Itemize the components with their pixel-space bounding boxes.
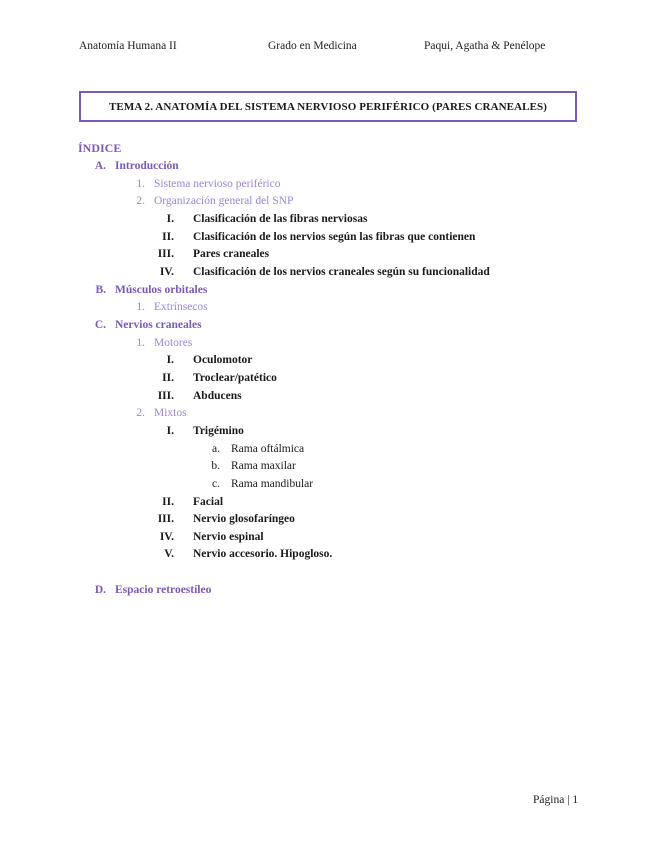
toc-label: Clasificación de los nervios craneales según su funcionalidad: [193, 266, 490, 278]
toc-number: IV.: [159, 531, 174, 543]
document-title: TEMA 2. ANATOMÍA DEL SISTEMA NERVIOSO PERIFÉRICO (PARES CRANEALES): [79, 91, 577, 122]
toc-label: Nervio glosofaríngeo: [193, 513, 295, 525]
toc-label: Clasificación de las fibras nerviosas: [193, 213, 368, 225]
toc-number: II.: [162, 496, 174, 508]
toc-label: Espacio retroestíleo: [115, 584, 212, 596]
toc-label: Facial: [193, 496, 224, 508]
toc-label: Trigémino: [193, 425, 244, 437]
toc-number: III.: [157, 513, 174, 525]
toc-label: Rama maxilar: [231, 460, 296, 472]
toc-number: II.: [162, 231, 174, 243]
page-number: Página | 1: [533, 794, 579, 806]
toc-label: Músculos orbitales: [115, 284, 208, 296]
toc-number: II.: [162, 372, 174, 384]
toc-number: I.: [166, 354, 174, 366]
toc-number: III.: [157, 248, 174, 260]
toc-number: A.: [94, 160, 106, 172]
toc-number: 2.: [136, 407, 145, 419]
toc-number: 2.: [136, 195, 145, 207]
toc-number: IV.: [159, 266, 174, 278]
toc-number: a.: [212, 443, 220, 455]
toc-label: Nervios craneales: [115, 319, 202, 331]
toc-number: b.: [211, 460, 220, 472]
toc-label: Pares craneales: [193, 248, 270, 260]
toc-label: Abducens: [193, 390, 242, 402]
toc-number: c.: [212, 478, 220, 490]
toc-number: I.: [166, 425, 174, 437]
toc-label: Nervio espinal: [193, 531, 264, 543]
toc-label: Clasificación de los nervios según las fibras que contienen: [193, 231, 476, 243]
toc-number: D.: [94, 584, 106, 596]
toc-label: Oculomotor: [193, 354, 253, 366]
toc-number: 1.: [136, 178, 145, 190]
toc-label: Nervio accesorio. Hipogloso.: [193, 548, 333, 560]
toc-label: Motores: [154, 337, 193, 349]
toc-number: 1.: [136, 337, 145, 349]
toc-label: Extrínsecos: [154, 301, 208, 313]
header-authors: Paqui, Agatha & Penélope: [424, 40, 546, 52]
toc-number: C.: [94, 319, 106, 331]
toc-label: Organización general del SNP: [154, 195, 294, 207]
toc-label: Mixtos: [154, 407, 187, 419]
header-degree: Grado en Medicina: [268, 40, 357, 52]
toc-label: Rama oftálmica: [231, 443, 305, 455]
toc-label: Introducción: [115, 160, 179, 172]
toc-label: Troclear/patético: [193, 372, 277, 384]
index-heading: ÍNDICE: [78, 141, 122, 155]
toc-number: V.: [164, 548, 174, 560]
toc-number: III.: [157, 390, 174, 402]
toc-number: 1.: [136, 301, 145, 313]
toc-label: Rama mandibular: [231, 478, 314, 490]
toc-label: Sistema nervioso periférico: [154, 178, 281, 190]
toc-number: B.: [95, 284, 106, 296]
header-course: Anatomía Humana II: [79, 40, 177, 52]
toc-number: I.: [166, 213, 174, 225]
